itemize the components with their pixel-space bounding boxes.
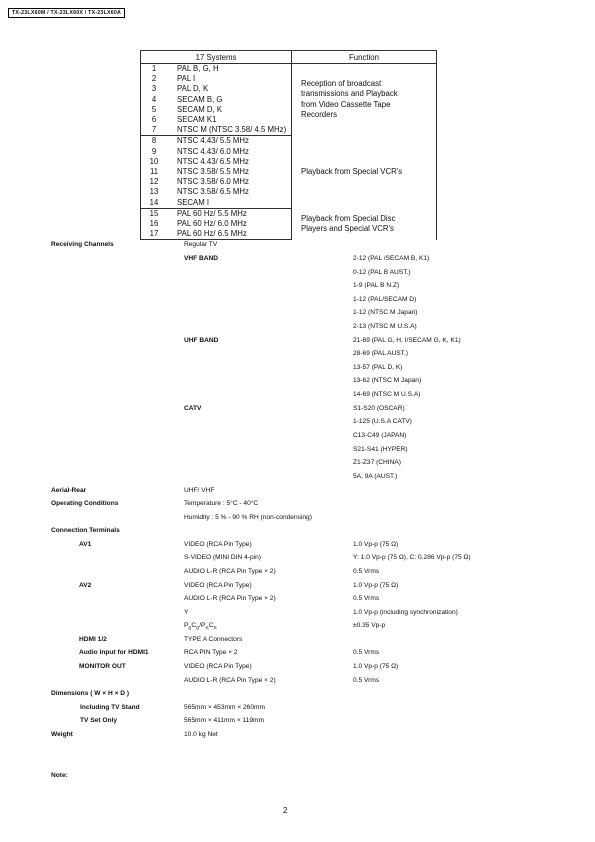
spec-value: 565mm × 411mm × 119mm	[184, 717, 265, 724]
spec-detail: 1.0 Vp-p (including synchronization)	[353, 609, 458, 616]
spec-detail: 5A, 9A (AUST.)	[353, 473, 398, 480]
system-number: 15	[141, 208, 168, 219]
system-number: 17	[141, 229, 168, 240]
system-number: 4	[141, 95, 168, 105]
spec-value: AUDIO L-R (RCA Pin Type × 2)	[184, 568, 276, 575]
system-number: 3	[141, 84, 168, 94]
spec-label: Aerial-Rear	[51, 487, 87, 494]
systems-table	[140, 50, 437, 240]
spec-value: Y	[184, 609, 189, 616]
system-number: 9	[141, 147, 168, 157]
system-name: PAL 60 Hz/ 5.5 MHz	[167, 208, 292, 219]
system-name: SECAM B, G	[167, 95, 292, 105]
spec-value: CATV	[184, 405, 202, 412]
spec-label: Receiving Channels	[51, 241, 114, 248]
spec-detail: 1-12 (NTSC M Japan)	[353, 309, 418, 316]
spec-sublabel: Including TV Stand	[80, 704, 140, 711]
system-number: 16	[141, 219, 168, 229]
spec-value: S-VIDEO (MINI DIN 4-pin)	[184, 554, 261, 561]
system-name: NTSC 4.43/ 6.5 MHz	[167, 157, 292, 167]
system-number: 7	[141, 125, 168, 136]
spec-sublabel: MONITOR OUT	[79, 663, 126, 670]
function-line: Playback from Special VCR's	[301, 166, 403, 176]
system-number: 1	[141, 64, 168, 75]
spec-value: 10.0 kg Net	[184, 731, 218, 738]
spec-value: RCA PIN Type × 2	[184, 649, 238, 656]
system-function	[292, 136, 437, 208]
spec-sublabel: Audio Input for HDMI1	[79, 649, 149, 656]
spec-detail: ±0.35 Vp-p	[353, 622, 386, 629]
spec-value: Humidity : 5 % - 90 % RH (non-condensing)	[184, 514, 312, 521]
spec-detail: 0-12 (PAL B AUST.)	[353, 269, 411, 276]
spec-detail: 1.0 Vp-p (75 Ω)	[353, 582, 399, 589]
system-name: PAL 60 Hz/ 6.0 MHz	[167, 219, 292, 229]
system-name: SECAM I	[167, 198, 292, 209]
spec-detail: 21-69 (PAL G, H, I/SECAM G, K, K1)	[353, 337, 461, 344]
function-line: Recorders	[301, 110, 337, 120]
spec-detail: 13-62 (NTSC M Japan)	[353, 377, 422, 384]
system-row	[141, 208, 437, 219]
spec-detail: 0.5 Vrms	[353, 649, 380, 656]
system-function	[292, 208, 437, 240]
system-function	[292, 64, 437, 136]
system-number: 2	[141, 74, 168, 84]
spec-value: AUDIO L-R (RCA Pin Type × 2)	[184, 595, 276, 602]
spec-label: Weight	[51, 731, 73, 738]
spec-detail: 0.5 Vrms	[353, 595, 380, 602]
system-number: 5	[141, 105, 168, 115]
spec-detail: S21-S41 (HYPER)	[353, 446, 408, 453]
spec-label: Note:	[51, 772, 68, 779]
spec-detail: Z1-Z37 (CHINA)	[353, 459, 401, 466]
spec-detail: 0.5 Vrms	[353, 677, 380, 684]
system-number: 13	[141, 187, 168, 197]
spec-detail: 14-69 (NTSC M U.S.A)	[353, 391, 421, 398]
function-line: from Video Cassette Tape	[301, 99, 391, 109]
spec-detail: 1-125 (U.S.A CATV)	[353, 418, 412, 425]
system-name: PAL B, G, H	[167, 64, 292, 75]
spec-value: VHF BAND	[184, 255, 219, 262]
spec-value: VIDEO (RCA Pin Type)	[184, 541, 252, 548]
spec-detail: 0.5 Vrms	[353, 568, 380, 575]
system-number: 6	[141, 115, 168, 125]
system-name: SECAM D, K	[167, 105, 292, 115]
system-name: PAL 60 Hz/ 6.5 MHz	[167, 229, 292, 240]
spec-label: Connection Terminals	[51, 527, 120, 534]
spec-value: AUDIO L-R (RCA Pin Type × 2)	[184, 677, 276, 684]
spec-value: UHF BAND	[184, 337, 219, 344]
function-line: Reception of broadcast	[301, 78, 382, 88]
system-number: 12	[141, 177, 168, 187]
system-name: SECAM K1	[167, 115, 292, 125]
spec-detail: 2-13 (NTSC M U.S.A)	[353, 323, 417, 330]
spec-value: VIDEO (RCA Pin Type)	[184, 663, 252, 670]
spec-detail: S1-S20 (OSCAR)	[353, 405, 405, 412]
spec-detail: Y: 1.0 Vp-p (75 Ω), C: 0.286 Vp-p (75 Ω)	[353, 554, 471, 561]
function-line: transmissions and Playback	[301, 89, 398, 99]
spec-detail: 1.0 Vp-p (75 Ω)	[353, 663, 399, 670]
system-name: NTSC 4.43/ 5.5 MHz	[167, 136, 292, 147]
spec-sublabel: AV2	[79, 582, 92, 589]
spec-detail: 1.0 Vp-p (75 Ω)	[353, 541, 399, 548]
spec-label: Dimensions ( W × H × D )	[51, 690, 130, 697]
spec-value: VIDEO (RCA Pin Type)	[184, 582, 252, 589]
spec-value: 565mm × 453mm × 260mm	[184, 704, 265, 711]
system-row	[141, 136, 437, 147]
spec-value: TYPE A Connectors	[184, 636, 243, 643]
spec-value: Regular TV	[184, 241, 218, 248]
system-name: NTSC 4.43/ 6.0 MHz	[167, 147, 292, 157]
spec-value: UHF/ VHF	[184, 487, 215, 494]
system-number: 14	[141, 198, 168, 209]
system-name: NTSC 3.58/ 6.0 MHz	[167, 177, 292, 187]
component-video-label: $P_BC_B/P_RC_R$	[184, 622, 217, 631]
system-name: PAL D, K	[167, 84, 292, 94]
spec-sublabel: HDMI 1/2	[79, 636, 107, 643]
systems-column-header: 17 Systems	[141, 51, 292, 64]
system-name: PAL I	[167, 74, 292, 84]
function-line: Players and Special VCR's	[301, 224, 394, 234]
system-row	[141, 64, 437, 75]
spec-label: Operating Conditions	[51, 500, 119, 507]
spec-sublabel: AV1	[79, 541, 92, 548]
system-number: 8	[141, 136, 168, 147]
spec-detail: 1-9 (PAL B N.Z)	[353, 282, 400, 289]
function-column-header: Function	[292, 51, 437, 64]
spec-value: Temperature : 5°C - 40°C	[184, 500, 259, 507]
system-name: NTSC M (NTSC 3.58/ 4.5 MHz)	[167, 125, 292, 136]
system-number: 10	[141, 157, 168, 167]
system-number: 11	[141, 167, 168, 177]
system-name: NTSC 3.58/ 5.5 MHz	[167, 167, 292, 177]
system-name: NTSC 3.58/ 6.5 MHz	[167, 187, 292, 197]
page-number: 2	[283, 806, 288, 815]
model-header: TX-23LX60M / TX-23LX60X / TX-23LX60A	[8, 8, 125, 18]
spec-detail: C13-C49 (JAPAN)	[353, 432, 407, 439]
spec-detail: 2-12 (PAL /SECAM B, K1)	[353, 255, 430, 262]
spec-detail: 28-69 (PAL AUST.)	[353, 350, 408, 357]
spec-detail: 1-12 (PAL/SECAM D)	[353, 296, 417, 303]
function-line: Playback from Special Disc	[301, 213, 396, 223]
spec-detail: 13-57 (PAL D, K)	[353, 364, 403, 371]
spec-sublabel: TV Set Only	[80, 717, 118, 724]
